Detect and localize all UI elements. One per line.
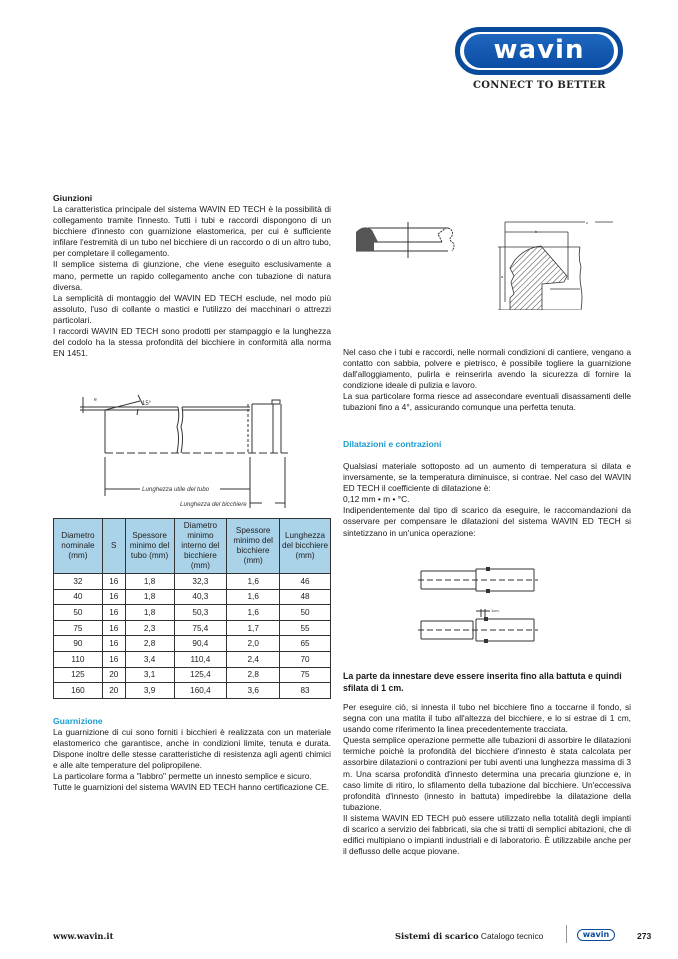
table-cell: 40,3 <box>174 589 227 605</box>
footer-logo-text: wavin <box>582 930 610 939</box>
dilatazioni-section <box>343 439 631 539</box>
intro-paragraph: Nel caso che i tubi e raccordi, nelle normali condizioni di cantiere, vengano a contatto con sabbia, polvere e pietrisco, è possibile togliere la guarnizione dall'alloggiamento, pulirla e reinserirla avendo la sicurezza di fornire la condizione ideale di pulizia e lavoro. <box>343 347 631 391</box>
dilatazioni-coefficient: 0,12 mm • m • °C. <box>343 494 410 505</box>
table-row <box>54 574 331 590</box>
table-cell: 75,4 <box>174 620 227 636</box>
cleaning-section <box>343 347 631 414</box>
table-row <box>54 651 331 667</box>
procedure-section <box>343 702 631 857</box>
table-cell: 65 <box>280 636 331 652</box>
table-row <box>54 636 331 652</box>
table-cell: 16 <box>102 574 125 590</box>
procedure-paragraph: Questa semplice operazione permette alle tubazioni di assorbire le dilatazioni termiche poichè la profondità del bicchiere d'innesto è stata calcolata per assorbire dilatazioni o contrazioni per tubi aventi una lunghezza massima di 3 m. Una scarsa profondità d'innesto determina una precaria giunzione e, in caso limite di ritiro, lo sfilamento della tubazione dal bicchiere. Un'eccessiva profondità d'innesto (innesto in battuta) impedirebbe la dilatazione della tubazione. <box>343 735 631 812</box>
table-cell: 16 <box>102 651 125 667</box>
table-row <box>54 667 331 683</box>
giunzioni-heading: Giunzioni <box>53 193 93 203</box>
procedure-paragraph: Per eseguire ciò, si innesta il tubo nel bicchiere fino a toccarne il fondo, si segna con una matita il tubo all'altezza del bicchiere, e lo si estrae di 1 cm, usando come riferimento la linea precedentemente tracciata. <box>343 702 631 735</box>
table-cell: 50 <box>54 605 103 621</box>
giunzioni-paragraph: Il semplice sistema di giunzione, che viene eseguito esclusivamente a mano, permette un rapido collegamento anche con tubazione di natura diversa. <box>53 259 331 292</box>
table-row <box>54 620 331 636</box>
tagline: CONNECT TO BETTER <box>473 80 606 91</box>
table-cell: 3,4 <box>125 651 174 667</box>
giunzioni-paragraph: La semplicità di montaggio del WAVIN ED TECH esclude, nel modo più assoluto, l'uso di collante o mastici e l'utilizzo dei macchinari o attrezzi particolari. <box>53 292 331 325</box>
intro-paragraph: La sua particolare forma riesce ad assecondare eventuali disassamenti delle tubazioni fino a 4°, assicurando comunque una perfetta tenuta. <box>343 391 631 413</box>
table-cell: 1,6 <box>227 605 280 621</box>
gasket-cross-section-icon <box>495 210 640 310</box>
joint-insertion-diagram <box>418 565 538 650</box>
table-cell: 2,3 <box>125 620 174 636</box>
giunzioni-paragraph: I raccordi WAVIN ED TECH sono prodotti per stampaggio e la lunghezza del codolo ha la stessa profondità del bicchiere in conformità alla norma EN 1451. <box>53 326 331 359</box>
table-cell: 125,4 <box>174 667 227 683</box>
table-cell: 75 <box>54 620 103 636</box>
pipe-drawing-icon <box>80 393 300 508</box>
table-cell: 110,4 <box>174 651 227 667</box>
table-cell: 3,9 <box>125 683 174 699</box>
table-cell: 2,8 <box>125 636 174 652</box>
table-cell: 160 <box>54 683 103 699</box>
table-cell: 83 <box>280 683 331 699</box>
table-cell: 55 <box>280 620 331 636</box>
table-cell: 1,7 <box>227 620 280 636</box>
col-header: Spessore minimo del tubo (mm) <box>125 519 174 574</box>
table-cell: 46 <box>280 574 331 590</box>
table-cell: 16 <box>102 636 125 652</box>
dilatazioni-paragraph: Qualsiasi materiale sottoposto ad un aumento di temperatura si dilata e inversamente, se la temperatura diminuisce, si contrae. Nel caso del WAVIN ED TECH il coefficiente di dilatazione è: <box>343 461 631 494</box>
insertion-note <box>343 670 631 694</box>
wavin-logo <box>455 27 623 75</box>
table-cell: 110 <box>54 651 103 667</box>
table-cell: 16 <box>102 589 125 605</box>
table-header-row <box>54 519 331 574</box>
footer-website-link[interactable]: www.wavin.it <box>53 931 114 941</box>
table-cell: 75 <box>280 667 331 683</box>
footer-divider <box>566 925 567 943</box>
svg-text:15°: 15° <box>142 401 152 407</box>
table-cell: 40 <box>54 589 103 605</box>
table-row <box>54 605 331 621</box>
giunzioni-section <box>53 193 331 359</box>
guarnizione-paragraph: La guarnizione di cui sono forniti i bicchieri è realizzata con un materiale elastomerico che garantisce, anche in condizioni limite, tenuta e durata. Dispone inoltre delle stesse caratteristiche di resistenza agli agenti chimici e alle alte temperature del polipropilene. <box>53 727 331 771</box>
svg-text:e: e <box>94 397 97 403</box>
table-cell: 16 <box>102 620 125 636</box>
col-header: Spessore minimo del bicchiere (mm) <box>227 519 280 574</box>
dilatazioni-heading: Dilatazioni e contrazioni <box>343 439 442 449</box>
gasket-section-diagram <box>495 210 640 310</box>
table-cell: 2,0 <box>227 636 280 652</box>
table-cell: 1,6 <box>227 574 280 590</box>
table-cell: 1,6 <box>227 589 280 605</box>
svg-text:a: a <box>501 274 504 279</box>
table-cell: 1,8 <box>125 589 174 605</box>
table-cell: 20 <box>102 667 125 683</box>
svg-text:c: c <box>586 220 588 225</box>
table-cell: 160,4 <box>174 683 227 699</box>
giunzioni-paragraph: La caratteristica principale del sistema WAVIN ED TECH è la possibilità di collegamento tramite l'innesto. Tutti i tubi e raccordi dispongono di un bicchiere d'innesto con guarnizione elastomerica, per cui è sufficiente infilare l'estremità di un tubo nel bicchiere di un raccordo o di un altro tubo, per completare il collegamento. <box>53 204 331 259</box>
procedure-paragraph: Il sistema WAVIN ED TECH può essere utilizzato nella totalità degli impianti di scarico a servizio dei fabbricati, sia che si tratti di semplici abitazioni, che di edifici multipiano o impianti industriali e di laboratorio. È utilizzabile anche per il deflusso delle acque piovane. <box>343 812 631 857</box>
insertion-note-text: La parte da innestare deve essere inserita fino alla battuta e quindi sfilata di 1 cm. <box>343 671 622 693</box>
guarnizione-paragraph: Tutte le guarnizioni del sistema WAVIN ED TECH hanno certificazione CE. <box>53 782 330 793</box>
footer-title-regular: Catalogo tecnico <box>478 931 544 941</box>
svg-text:Lunghezza del bicchiere: Lunghezza del bicchiere <box>180 501 247 508</box>
table-cell: 90,4 <box>174 636 227 652</box>
table-cell: 1,8 <box>125 574 174 590</box>
table-cell: 90 <box>54 636 103 652</box>
table-row <box>54 683 331 699</box>
logo-badge <box>464 34 614 68</box>
footer-wavin-logo <box>577 929 615 941</box>
guarnizione-heading: Guarnizione <box>53 716 103 726</box>
table-cell: 48 <box>280 589 331 605</box>
table-cell: 50,3 <box>174 605 227 621</box>
table-cell: 50 <box>280 605 331 621</box>
guarnizione-paragraph: La particolare forma a "labbro" permette un innesto semplice e sicuro. <box>53 771 312 782</box>
table-cell: 20 <box>102 683 125 699</box>
col-header: S <box>102 519 125 574</box>
table-cell: 1,8 <box>125 605 174 621</box>
svg-text:Lunghezza utile del tubo: Lunghezza utile del tubo <box>142 486 210 493</box>
table-cell: 2,4 <box>227 651 280 667</box>
gasket-ring-icon <box>350 218 460 268</box>
table-cell: 3,6 <box>227 683 280 699</box>
table-cell: 70 <box>280 651 331 667</box>
svg-text:b: b <box>535 229 538 234</box>
logo-text: wavin <box>493 34 585 65</box>
col-header: Lunghezza del bicchiere (mm) <box>280 519 331 574</box>
pipe-joint-icon <box>418 565 538 650</box>
table-row <box>54 589 331 605</box>
footer-catalog-title <box>395 931 543 941</box>
footer-title-bold: Sistemi di scarico <box>395 931 479 941</box>
dilatazioni-paragraph: Indipendentemente dal tipo di scarico da eseguire, le raccomandazioni da osservare per compensare le dilatazioni del sistema WAVIN ED TECH si sintetizzano in un'unica operazione: <box>343 505 631 538</box>
dimensions-table <box>53 518 331 699</box>
table-cell: 3,1 <box>125 667 174 683</box>
gasket-ring-diagram <box>350 218 460 268</box>
svg-text:1cm.: 1cm. <box>491 608 500 613</box>
page-number: 273 <box>637 931 652 941</box>
col-header: Diametro minimo interno del bicchiere (mm) <box>174 519 227 574</box>
table-cell: 32 <box>54 574 103 590</box>
guarnizione-section <box>53 716 331 794</box>
table-cell: 2,8 <box>227 667 280 683</box>
table-cell: 32,3 <box>174 574 227 590</box>
col-header: Diametro nominale (mm) <box>54 519 103 574</box>
table-cell: 125 <box>54 667 103 683</box>
table-cell: 16 <box>102 605 125 621</box>
pipe-length-diagram <box>80 393 300 508</box>
